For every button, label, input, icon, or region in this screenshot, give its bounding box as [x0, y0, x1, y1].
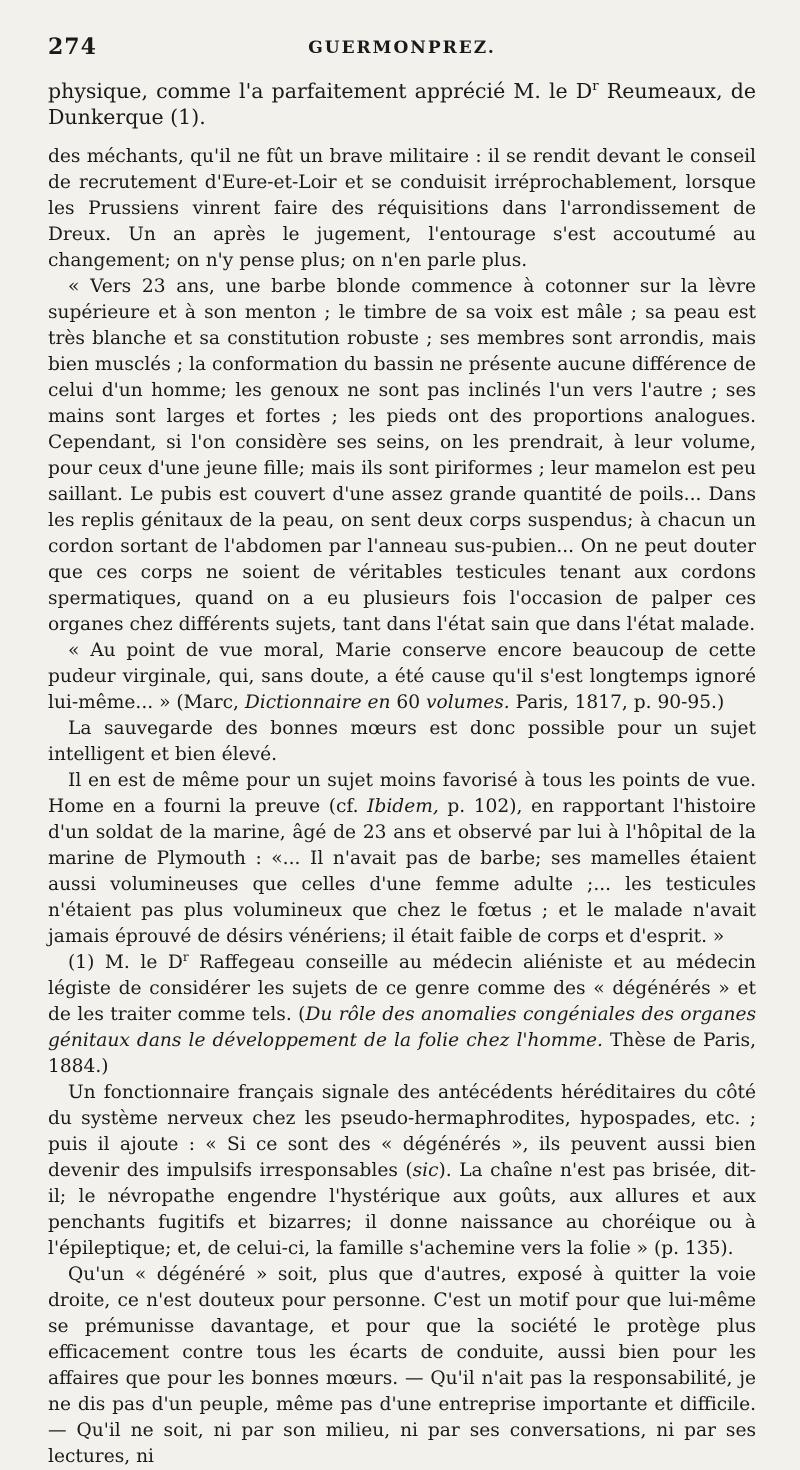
intro-dr-superscript: r [592, 79, 599, 95]
italic-text: Du rôle des anomalies congéniales des organes génitaux dans le développement de la folie chez l'homme. [48, 1004, 756, 1051]
text-run: p. 102), en rapportant l'histoire d'un soldat de la marine, âgé de 23 ans et observé par lui à l'hôpital de la marine de Plymouth : «... Il n'avait pas de barbe; ses mamelles étaient aussi volumineuses que celles d'une femme adulte ;... les testicules n'étaient pas plus volumineux que chez le fœtus ; et le malade n'avait jamais éprouvé de désirs vénériens; il était faible de corps et d'esprit. » [48, 796, 756, 947]
page-number: 274 [48, 34, 97, 60]
paragraph: La sauvegarde des bonnes mœurs est donc possible pour un sujet intelligent et bien élevé. [48, 718, 756, 765]
text-run: Il en est de même pour un sujet moins favorisé à tous les points de vue. Home en a fourni la preuve (cf. [48, 770, 756, 817]
text-run: Raffegeau conseille au médecin aliéniste et au médecin légiste de considérer les sujets de ce genre comme des « dégénérés » et de les traiter comme tels. ( [48, 952, 756, 1025]
intro-text-after: Reumeaux, de Dunkerque (1). [48, 79, 756, 129]
paragraph [48, 768, 756, 950]
text-run: (1) M. le D [68, 952, 183, 973]
italic-text: Ibidem, [367, 796, 439, 817]
italic-text: Dictionnaire en [244, 692, 391, 713]
paragraph [48, 1080, 756, 1262]
italic-text: sic [412, 1160, 439, 1181]
main-body-text [48, 144, 756, 950]
running-head: GUERMONPREZ. [308, 38, 496, 58]
page-header [48, 28, 756, 78]
text-run: « Au point de vue moral, Marie conserve encore beaucoup de cette pudeur virginale, qui, sans doute, a été cause qu'il s'est longtemps ignoré lui-même... » (Marc, [48, 640, 756, 713]
intro-paragraph [48, 78, 756, 130]
footnote [48, 950, 756, 1080]
superscript: r [182, 949, 189, 964]
text-run: Thèse de Paris, 1884.) [48, 1030, 756, 1077]
paragraph [48, 638, 756, 716]
italic-text: volumes. [426, 692, 510, 713]
paragraph: Qu'un « dégénéré » soit, plus que d'autres, exposé à quitter la voie droite, ce n'est douteux pour personne. C'est un motif pour que lui-même se prémunisse davantage, et pour que la société le protège plus efficacement contre tous les écarts de conduite, aussi bien pour les affaires que pour les bonnes mœurs. — Qu'il n'ait pas la responsabilité, je ne dis pas d'un peuple, même pas d'une entreprise importante et difficile. — Qu'il ne soit, ni par son milieu, ni par ses conversations, ni par ses lectures, ni [48, 1264, 756, 1467]
text-run: 60 [390, 692, 426, 713]
intro-text-before: physique, comme l'a parfaitement apprécié M. le D [48, 79, 593, 103]
continuation-body-text [48, 1080, 756, 1470]
paragraph: « Vers 23 ans, une barbe blonde commence à cotonner sur la lèvre supérieure et à son menton ; le timbre de sa voix est mâle ; sa peau est très blanche et sa constitution robuste ; ses membres sont arrondis, mais bien musclés ; la conformation du bassin ne présente aucune différence de celui d'un homme; les genoux ne sont pas inclinés l'un vers l'autre ; ses mains sont larges et fortes ; les pieds ont des proportions analogues. Cependant, si l'on considère ses seins, on les prendrait, à leur volume, pour ceux d'une jeune fille; mais ils sont piriformes ; leur mamelon est peu saillant. Le pubis est couvert d'une assez grande quantité de poils... Dans les replis génitaux de la peau, on sent deux corps suspendus; à chacun un cordon sortant de l'abdomen par l'anneau sus-pubien... On ne peut douter que ces corps ne soient de véritables testicules tenant aux cordons spermatiques, quand on a eu plusieurs fois l'occasion de palper ces organes chez différents sujets, tant dans l'état sain que dans l'état malade. [48, 276, 756, 635]
text-run: Un fonctionnaire français signale des antécédents héréditaires du côté du système nerveux chez les pseudo-hermaphrodites, hypospades, etc. ; puis il ajoute : « Si ce sont des « dégénérés », ils peuvent aussi bien devenir des impulsifs irresponsables ( [48, 1082, 756, 1181]
text-run: Paris, 1817, p. 90-95.) [509, 692, 725, 713]
paragraph: des méchants, qu'il ne fût un brave militaire : il se rendit devant le conseil de recrutement d'Eure-et-Loir et se conduisit irréprochablement, lorsque les Prussiens vinrent faire des réquisitions dans l'arrondissement de Dreux. Un an après le jugement, l'entourage s'est accoutumé au changement; on n'y pense plus; on n'en parle plus. [48, 146, 756, 271]
text-run: ). La chaîne n'est pas brisée, dit-il; le névropathe engendre l'hystérique aux goûts, aux allures et aux penchants fugitifs et bizarres; il donne naissance au choréique ou à l'épileptique; et, de celui-ci, la famille s'achemine vers la folie » (p. 135). [48, 1160, 756, 1259]
